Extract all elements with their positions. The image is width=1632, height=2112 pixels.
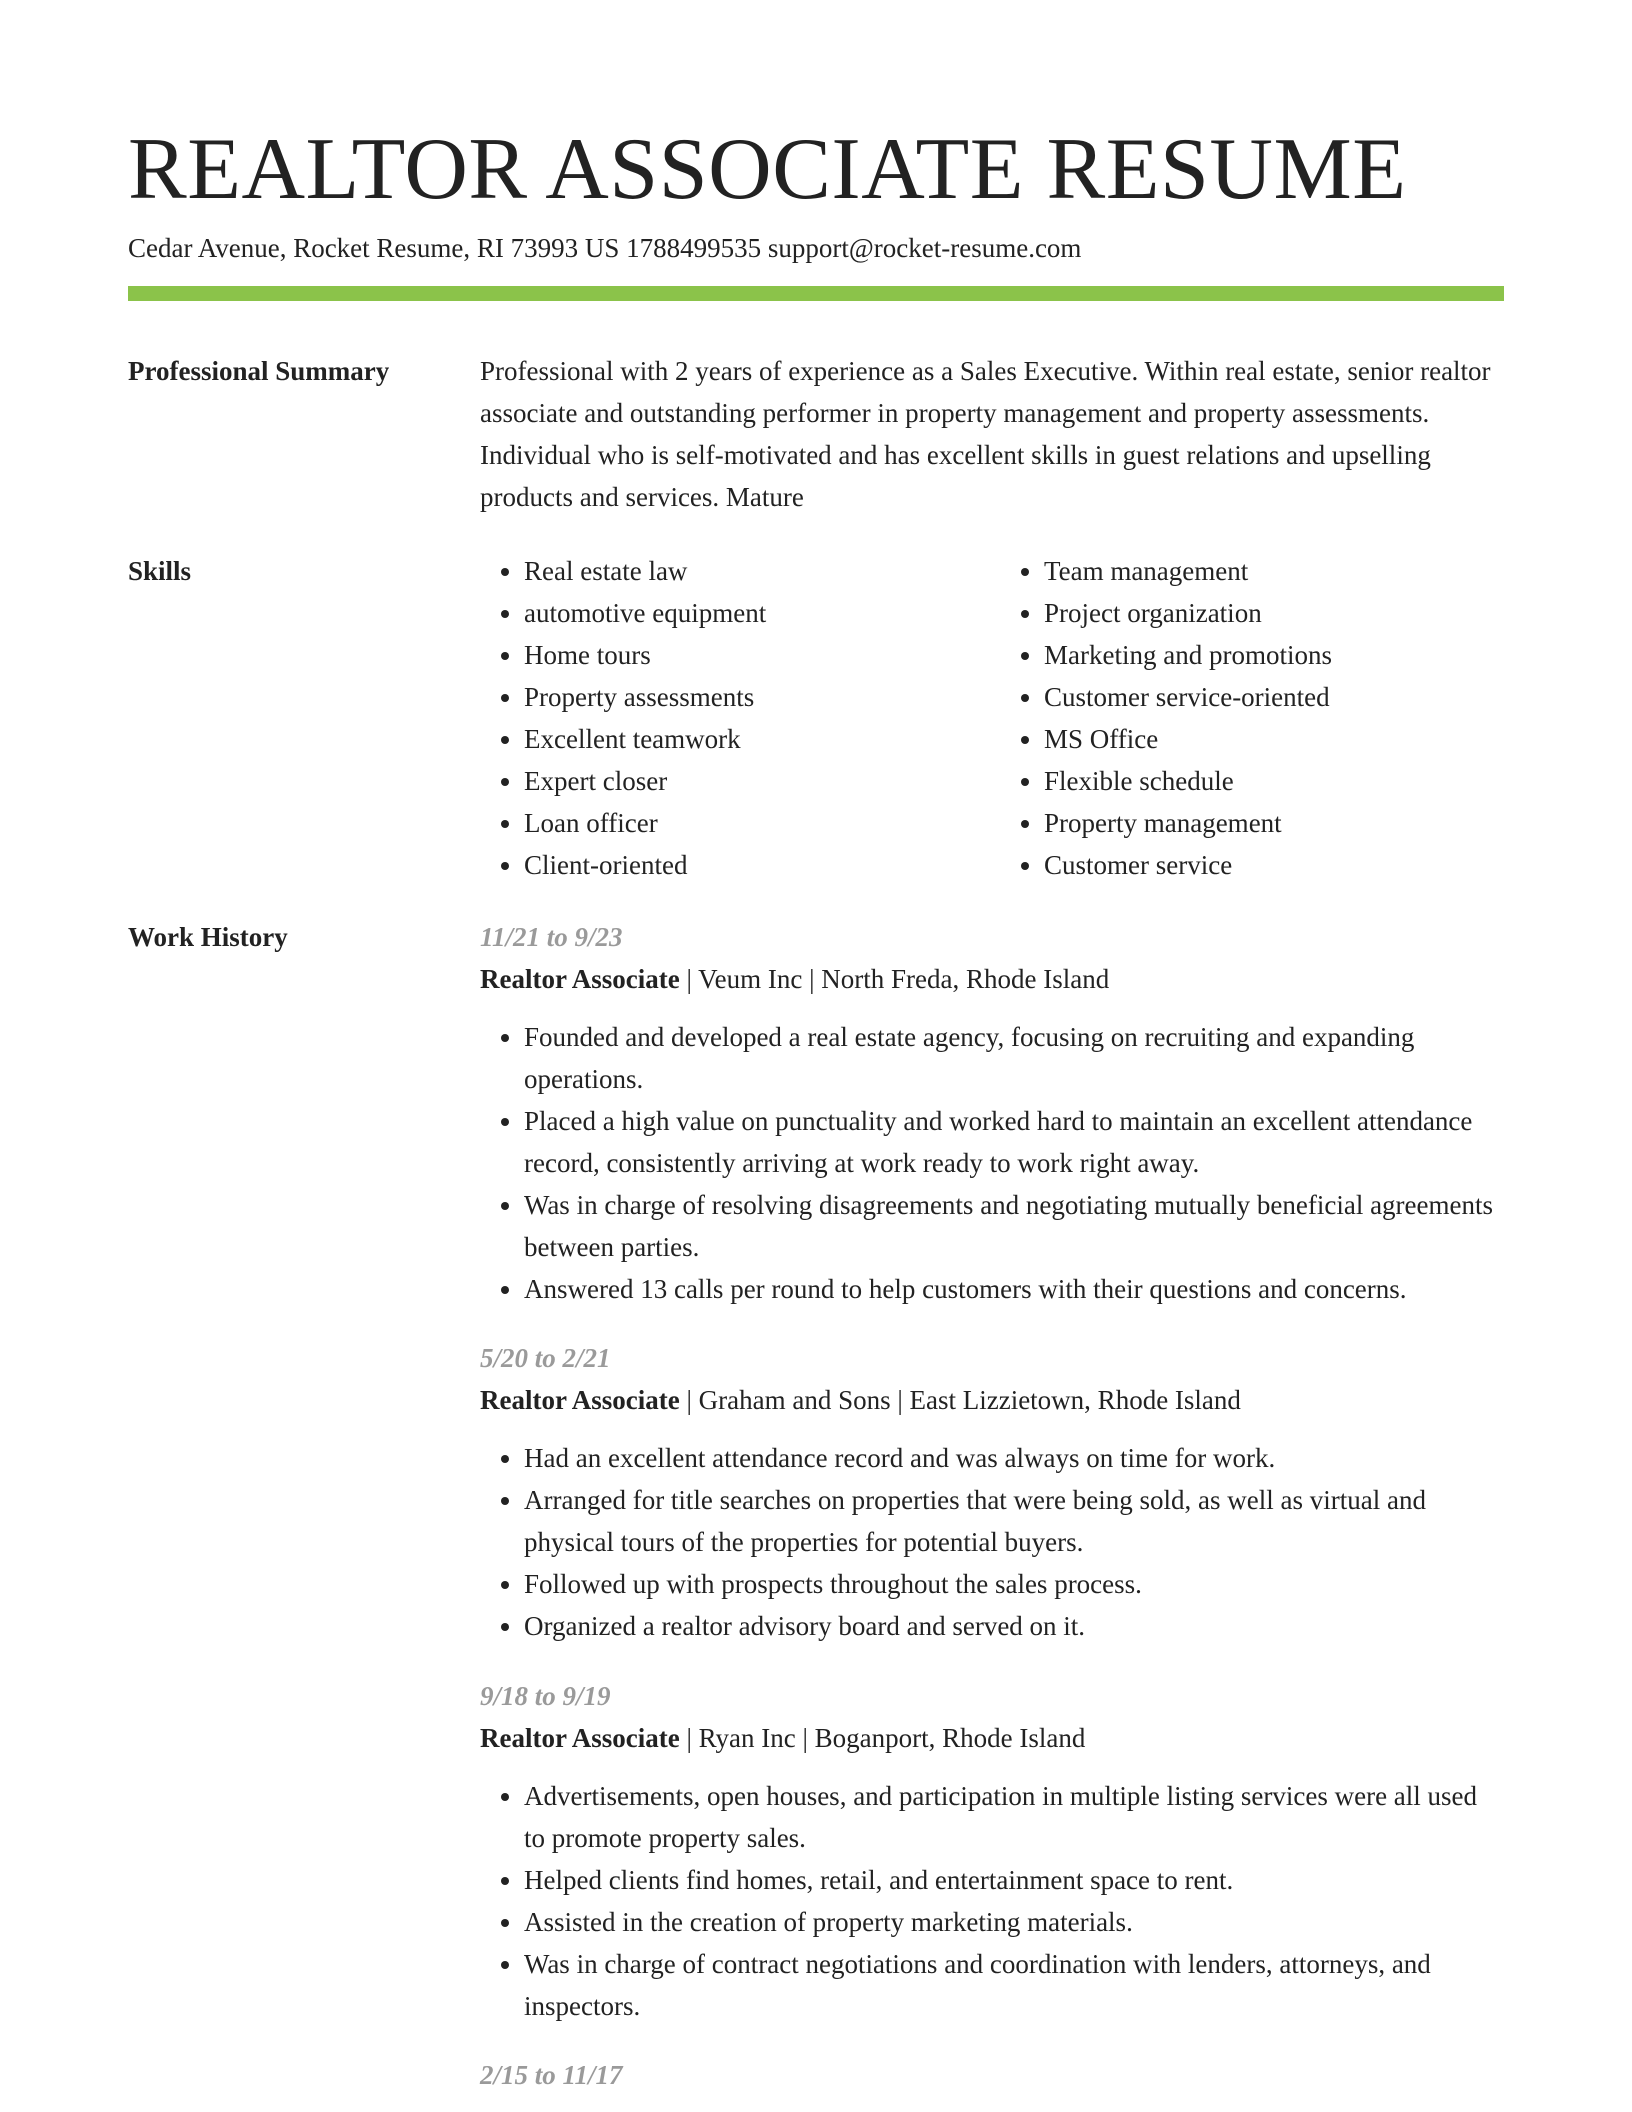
job-bullets bbox=[480, 1775, 1504, 2027]
job-bullet: • Followed up with prospects throughout the sales process. bbox=[524, 1563, 1504, 1605]
job-bullet: • Assisted in the creation of property marketing materials. bbox=[524, 1901, 1504, 1943]
job-dates: 11/21 to 9/23 bbox=[480, 922, 623, 952]
skills-column-left bbox=[480, 550, 984, 886]
skills-column-right bbox=[984, 550, 1504, 886]
skill-item: • Property management bbox=[1044, 802, 1504, 844]
job-bullet: • Was in charge of contract negotiations and coordination with lenders, attorneys, and inspectors. bbox=[524, 1943, 1504, 2027]
job-location: East Lizzietown, Rhode Island bbox=[909, 1385, 1241, 1415]
skill-item: • automotive equipment bbox=[524, 592, 984, 634]
separator: | bbox=[795, 1723, 815, 1753]
skill-item: • Flexible schedule bbox=[1044, 760, 1504, 802]
skill-item: • Client-oriented bbox=[524, 844, 984, 886]
skill-item: • Project organization bbox=[1044, 592, 1504, 634]
job-company: Ryan Inc bbox=[698, 1723, 796, 1753]
job-bullet: • Had an excellent attendance record and was always on time for work. bbox=[524, 1437, 1504, 1479]
skill-item: • Loan officer bbox=[524, 802, 984, 844]
job-entry bbox=[480, 1675, 1504, 2027]
job-bullet: • Placed a high value on punctuality and worked hard to maintain an excellent attendance record, consistently arriving at work ready to work right away. bbox=[524, 1100, 1504, 1184]
job-company: Graham and Sons bbox=[698, 1385, 891, 1415]
job-entry bbox=[480, 2054, 1504, 2096]
separator: | bbox=[890, 1385, 910, 1415]
contact-line: Cedar Avenue, Rocket Resume, RI 73993 US 1788499535 support@rocket-resume.com bbox=[128, 233, 1082, 263]
skill-item: • Home tours bbox=[524, 634, 984, 676]
skills-heading: Skills bbox=[128, 556, 192, 586]
job-dates: 2/15 to 11/17 bbox=[480, 2060, 623, 2090]
separator: | bbox=[679, 1723, 699, 1753]
job-bullets bbox=[480, 1437, 1504, 1647]
summary-heading: Professional Summary bbox=[128, 356, 390, 386]
job-bullet: • Was in charge of resolving disagreements and negotiating mutually beneficial agreements between parties. bbox=[524, 1184, 1504, 1268]
job-title: Realtor Associate bbox=[480, 1385, 680, 1415]
job-bullet: • Founded and developed a real estate agency, focusing on recruiting and expanding operations. bbox=[524, 1016, 1504, 1100]
job-bullet: • Arranged for title searches on properties that were being sold, as well as virtual and physical tours of the properties for potential buyers. bbox=[524, 1479, 1504, 1563]
skill-item: • Property assessments bbox=[524, 676, 984, 718]
separator: | bbox=[679, 1385, 699, 1415]
job-title: Realtor Associate bbox=[480, 964, 680, 994]
skills-list bbox=[480, 550, 1504, 886]
job-bullet: • Organized a realtor advisory board and served on it. bbox=[524, 1605, 1504, 1647]
skill-item: • MS Office bbox=[1044, 718, 1504, 760]
work-history-heading: Work History bbox=[128, 922, 288, 952]
skill-item: • Excellent teamwork bbox=[524, 718, 984, 760]
job-bullet: • Helped clients find homes, retail, and entertainment space to rent. bbox=[524, 1859, 1504, 1901]
job-title: Realtor Associate bbox=[480, 1723, 680, 1753]
job-dates: 5/20 to 2/21 bbox=[480, 1343, 611, 1373]
job-bullet: • Answered 13 calls per round to help customers with their questions and concerns. bbox=[524, 1268, 1504, 1310]
job-heading bbox=[480, 1379, 1504, 1421]
summary-text: Professional with 2 years of experience as a Sales Executive. Within real estate, senior realtor associate and outstanding performer in property management and property assessments. Individual who is self-motivated and has excellent skills in guest relations and upselling products and services. Mature bbox=[480, 356, 1491, 512]
job-heading bbox=[480, 1717, 1504, 1759]
skill-item: • Expert closer bbox=[524, 760, 984, 802]
job-bullet: • Advertisements, open houses, and participation in multiple listing services were all used to promote property sales. bbox=[524, 1775, 1504, 1859]
job-entry bbox=[480, 916, 1504, 1310]
header-divider bbox=[128, 286, 1504, 301]
job-dates: 9/18 to 9/19 bbox=[480, 1681, 611, 1711]
separator: | bbox=[679, 964, 699, 994]
job-bullets bbox=[480, 1016, 1504, 1310]
skill-item: • Customer service bbox=[1044, 844, 1504, 886]
skill-item: • Real estate law bbox=[524, 550, 984, 592]
skill-item: • Customer service-oriented bbox=[1044, 676, 1504, 718]
job-location: North Freda, Rhode Island bbox=[821, 964, 1110, 994]
resume-title: REALTOR ASSOCIATE RESUME bbox=[128, 121, 1407, 218]
job-location: Boganport, Rhode Island bbox=[814, 1723, 1086, 1753]
skill-item: • Team management bbox=[1044, 550, 1504, 592]
job-company: Veum Inc bbox=[698, 964, 803, 994]
separator: | bbox=[802, 964, 822, 994]
skill-item: • Marketing and promotions bbox=[1044, 634, 1504, 676]
job-heading bbox=[480, 958, 1504, 1000]
job-entry bbox=[480, 1337, 1504, 1647]
